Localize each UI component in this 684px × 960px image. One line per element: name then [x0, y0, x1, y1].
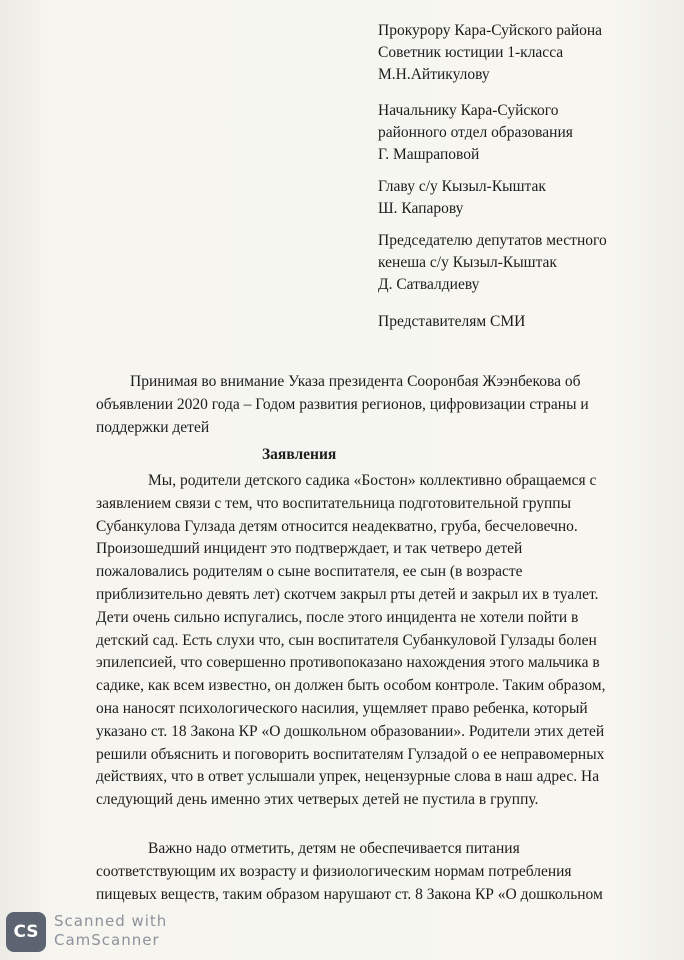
paragraph-line: детский сад. Есть слухи что, сын воспитателя Субанкуловой Гулзады болен	[96, 631, 597, 649]
paragraph-line: действиях, что в ответ услышали упрек, нецензурные слова в наш адрес. На	[96, 768, 600, 786]
recipient-line: Начальнику Кара-Суйского	[378, 102, 559, 119]
camscanner-text	[54, 912, 167, 950]
recipient-line: кенеша с/у Кызыл-Кыштак	[378, 254, 557, 271]
watermark-line: CamScanner	[54, 931, 160, 949]
recipient-line: М.Н.Айтикулову	[378, 66, 490, 83]
intro-paragraph	[96, 370, 616, 439]
recipient-block-education	[378, 100, 573, 166]
intro-line: Принимая во внимание Указа президента Сооронбая Жээнбекова об	[130, 373, 581, 390]
recipient-block-kenesh	[378, 230, 607, 296]
paragraph-line: соответствующим их возрасту и физиологическим нормам потребления	[96, 862, 572, 880]
recipient-line: Г. Машраповой	[378, 146, 480, 163]
paragraph-line: Дети очень сильно испугались, после этого инцидента не хотели пойти в	[96, 608, 579, 626]
paragraph-line: садике, как всем известно, он должен быть особом контроле. Таким образом,	[96, 677, 606, 695]
paragraph-line: Мы, родители детского садика «Бостон» коллективно обращаемся с	[148, 472, 597, 489]
intro-line: объявлении 2020 года – Годом развития регионов, цифровизации страны и	[96, 396, 589, 413]
watermark-line: Scanned with	[54, 912, 168, 930]
body-paragraph-1	[96, 470, 616, 812]
paragraph-line: Произошедший инцидент это подтверждает, и так четверо детей	[96, 540, 523, 558]
paragraph-line: решили объяснить и поговорить воспитателям Гулзадой о ее неправомерных	[96, 745, 605, 763]
recipient-block-prosecutor	[378, 20, 602, 86]
recipient-line: Д. Сатвалдиеву	[378, 276, 480, 293]
paragraph-line: указано ст. 18 Закона КР «О дошкольном образовании». Родители этих детей	[96, 722, 605, 740]
recipient-line: Ш. Капарову	[378, 200, 464, 217]
paragraph-line: пищевых веществ, таким образом нарушают ст. 8 Закона КР «О дошкольном	[96, 885, 603, 903]
camscanner-logo-icon: CS	[6, 912, 46, 952]
recipient-line: Прокурору Кара-Суйского района	[378, 22, 603, 39]
recipient-block-media	[378, 311, 525, 333]
paragraph-line: она наносят психологического насилия, ущемляет право ребенка, который	[96, 699, 588, 717]
recipient-line: Представителям СМИ	[378, 313, 526, 330]
body-paragraph-2	[96, 838, 616, 906]
paragraph-line: следующий день именно этих четверых детей не пустила в группу.	[96, 791, 539, 809]
intro-line: поддержки детей	[96, 419, 210, 436]
paragraph-line: Важно надо отметить, детям не обеспечивается питания	[148, 840, 520, 857]
recipient-block-village-head	[378, 176, 546, 220]
paragraph-line: эпилепсией, что совершенно противопоказано нахождения этого мальчика в	[96, 654, 600, 672]
paragraph-line: пожаловались родителям о сыне воспитателя, ее сын (в возрасте	[96, 563, 523, 581]
paragraph-line: приблизительно девять лет) скотчем закрыл рты детей и закрыл их в туалет.	[96, 585, 599, 603]
document-title: Заявления	[262, 446, 337, 463]
paragraph-line: заявлением связи с тем, что воспитательница подготовительной группы	[96, 494, 572, 512]
recipient-line: Советник юстиции 1-класса	[378, 44, 564, 61]
paragraph-line: Субанкулова Гулзада детям относится неадекватно, груба, бесчеловечно.	[96, 517, 578, 535]
camscanner-watermark	[6, 910, 206, 954]
recipient-line: Председателю депутатов местного	[378, 232, 607, 249]
recipient-line: Главу с/у Кызыл-Кыштак	[378, 178, 546, 195]
recipient-line: районного отдел образования	[378, 124, 573, 141]
